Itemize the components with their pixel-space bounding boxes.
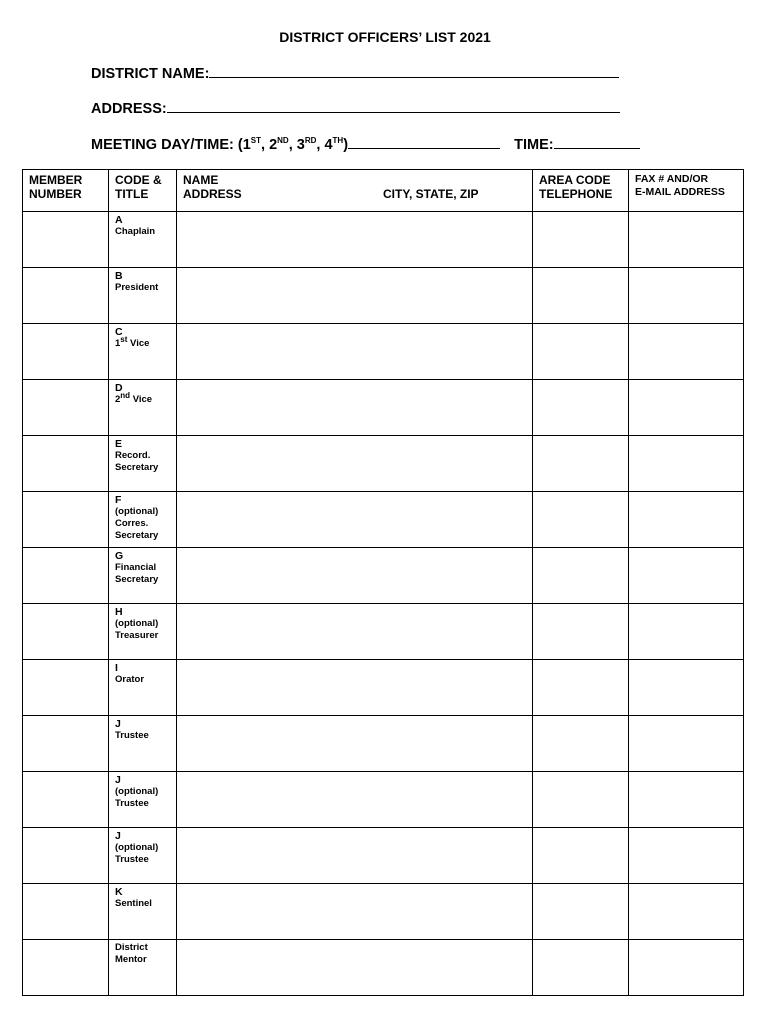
officer-title: Treasurer (115, 630, 159, 641)
district-name-label: DISTRICT NAME: (91, 66, 210, 82)
meeting-label: MEETING DAY/TIME: (1ST, 2ND, 3RD, 4TH) (91, 136, 349, 153)
officer-code: J (115, 718, 121, 730)
code-title-cell (109, 660, 177, 716)
fax-email-cell[interactable] (629, 660, 744, 716)
code-title-cell (109, 436, 177, 492)
code-title-cell (109, 772, 177, 828)
fax-email-cell[interactable] (629, 716, 744, 772)
name-address-cell[interactable] (177, 324, 533, 380)
name-address-cell[interactable] (177, 268, 533, 324)
officers-table (22, 169, 744, 996)
name-address-cell[interactable] (177, 716, 533, 772)
member-number-cell[interactable] (23, 324, 109, 380)
meeting-field[interactable] (91, 135, 640, 153)
officer-title: 1st Vice (115, 334, 150, 349)
code-title-cell (109, 548, 177, 604)
officer-title: Financial (115, 562, 157, 573)
member-number-cell[interactable] (23, 268, 109, 324)
telephone-cell[interactable] (533, 772, 629, 828)
member-number-cell[interactable] (23, 884, 109, 940)
officer-code: B (115, 270, 123, 282)
table-row (23, 380, 744, 436)
officer-code: D (115, 382, 123, 394)
member-number-cell[interactable] (23, 380, 109, 436)
fax-email-cell[interactable] (629, 548, 744, 604)
officer-code: F (115, 494, 122, 506)
officer-code: C (115, 326, 123, 338)
officer-title: President (115, 282, 159, 293)
officer-title: 2nd Vice (115, 390, 153, 405)
member-number-cell[interactable] (23, 436, 109, 492)
member-number-cell[interactable] (23, 660, 109, 716)
time-blank[interactable] (554, 135, 640, 149)
table-row (23, 492, 744, 548)
officer-title: Trustee (115, 854, 149, 865)
city-state-zip-header: CITY, STATE, ZIP (383, 187, 479, 201)
officer-title: (optional) (115, 842, 159, 853)
member-number-cell[interactable] (23, 604, 109, 660)
member-number-cell[interactable] (23, 548, 109, 604)
table-row (23, 436, 744, 492)
officer-code: H (115, 606, 123, 618)
fax-email-cell[interactable] (629, 212, 744, 268)
name-address-cell[interactable] (177, 436, 533, 492)
table-row (23, 884, 744, 940)
table-row (23, 268, 744, 324)
table-row (23, 940, 744, 996)
telephone-cell[interactable] (533, 716, 629, 772)
telephone-cell[interactable] (533, 940, 629, 996)
name-address-cell[interactable] (177, 380, 533, 436)
fax-email-cell[interactable] (629, 268, 744, 324)
member-number-cell[interactable] (23, 940, 109, 996)
code-title-cell (109, 884, 177, 940)
table-row (23, 548, 744, 604)
fax-email-cell[interactable] (629, 604, 744, 660)
telephone-cell[interactable] (533, 660, 629, 716)
telephone-header: AREA CODE TELEPHONE (533, 170, 629, 212)
code-title-cell (109, 940, 177, 996)
table-row (23, 716, 744, 772)
table-row (23, 212, 744, 268)
member-number-header: MEMBER NUMBER (23, 170, 109, 212)
table-row (23, 772, 744, 828)
officer-code: E (115, 438, 123, 450)
name-address-cell[interactable] (177, 772, 533, 828)
telephone-cell[interactable] (533, 492, 629, 548)
telephone-cell[interactable] (533, 828, 629, 884)
member-number-cell[interactable] (23, 492, 109, 548)
address-label: ADDRESS: (91, 101, 167, 117)
name-address-cell[interactable] (177, 548, 533, 604)
telephone-cell[interactable] (533, 268, 629, 324)
table-row (23, 324, 744, 380)
code-title-cell (109, 324, 177, 380)
name-address-header: NAME ADDRESS CITY, STATE, ZIP (177, 170, 533, 212)
officer-title: Corres. (115, 518, 149, 529)
officer-title: Orator (115, 674, 145, 685)
member-number-cell[interactable] (23, 212, 109, 268)
name-address-cell[interactable] (177, 212, 533, 268)
officer-title: Secretary (115, 574, 159, 585)
table-header-row (23, 170, 744, 212)
district-name-field[interactable] (91, 64, 619, 82)
district-name-blank[interactable] (209, 64, 619, 78)
officer-title: (optional) (115, 618, 159, 629)
name-address-cell[interactable] (177, 940, 533, 996)
code-title-cell (109, 716, 177, 772)
telephone-cell[interactable] (533, 212, 629, 268)
officer-title: (optional) (115, 506, 159, 517)
telephone-cell[interactable] (533, 436, 629, 492)
name-address-cell[interactable] (177, 660, 533, 716)
officer-title: Chaplain (115, 226, 156, 237)
telephone-cell[interactable] (533, 548, 629, 604)
code-title-cell (109, 828, 177, 884)
fax-email-cell[interactable] (629, 380, 744, 436)
fax-email-cell[interactable] (629, 884, 744, 940)
name-address-cell[interactable] (177, 828, 533, 884)
fax-email-cell[interactable] (629, 828, 744, 884)
address-blank[interactable] (167, 99, 620, 113)
meeting-day-blank[interactable] (348, 135, 500, 149)
officer-title: Sentinel (115, 898, 152, 909)
name-address-cell[interactable] (177, 884, 533, 940)
officer-title: Secretary (115, 530, 159, 541)
officer-title: Trustee (115, 730, 149, 741)
officer-title: Trustee (115, 798, 149, 809)
code-title-cell (109, 268, 177, 324)
table-row (23, 604, 744, 660)
table-row (23, 660, 744, 716)
name-address-cell[interactable] (177, 492, 533, 548)
officer-title: Record. (115, 450, 151, 461)
officer-title: District (115, 942, 148, 953)
fax-email-cell[interactable] (629, 772, 744, 828)
fax-email-cell[interactable] (629, 940, 744, 996)
officer-code: G (115, 550, 124, 562)
member-number-cell[interactable] (23, 828, 109, 884)
officer-code: K (115, 886, 123, 898)
telephone-cell[interactable] (533, 380, 629, 436)
table-row (23, 828, 744, 884)
officer-code: A (115, 214, 123, 226)
fax-email-cell[interactable] (629, 436, 744, 492)
officer-title: Secretary (115, 462, 159, 473)
telephone-cell[interactable] (533, 604, 629, 660)
fax-email-cell[interactable] (629, 324, 744, 380)
fax-email-header: FAX # AND/OR E-MAIL ADDRESS (629, 170, 744, 212)
officer-title: Mentor (115, 954, 147, 965)
officer-code: I (115, 662, 118, 674)
fax-email-cell[interactable] (629, 492, 744, 548)
code-title-cell (109, 604, 177, 660)
code-title-cell (109, 380, 177, 436)
page-title: DISTRICT OFFICERS’ LIST 2021 (279, 29, 491, 45)
officer-title: (optional) (115, 786, 159, 797)
name-address-cell[interactable] (177, 604, 533, 660)
telephone-cell[interactable] (533, 324, 629, 380)
officer-code: J (115, 830, 121, 842)
telephone-cell[interactable] (533, 884, 629, 940)
address-field[interactable] (91, 99, 620, 117)
member-number-cell[interactable] (23, 772, 109, 828)
code-title-cell (109, 212, 177, 268)
time-label: TIME: (514, 137, 554, 153)
officer-code: J (115, 774, 121, 786)
code-title-header: CODE & TITLE (109, 170, 177, 212)
code-title-cell (109, 492, 177, 548)
member-number-cell[interactable] (23, 716, 109, 772)
